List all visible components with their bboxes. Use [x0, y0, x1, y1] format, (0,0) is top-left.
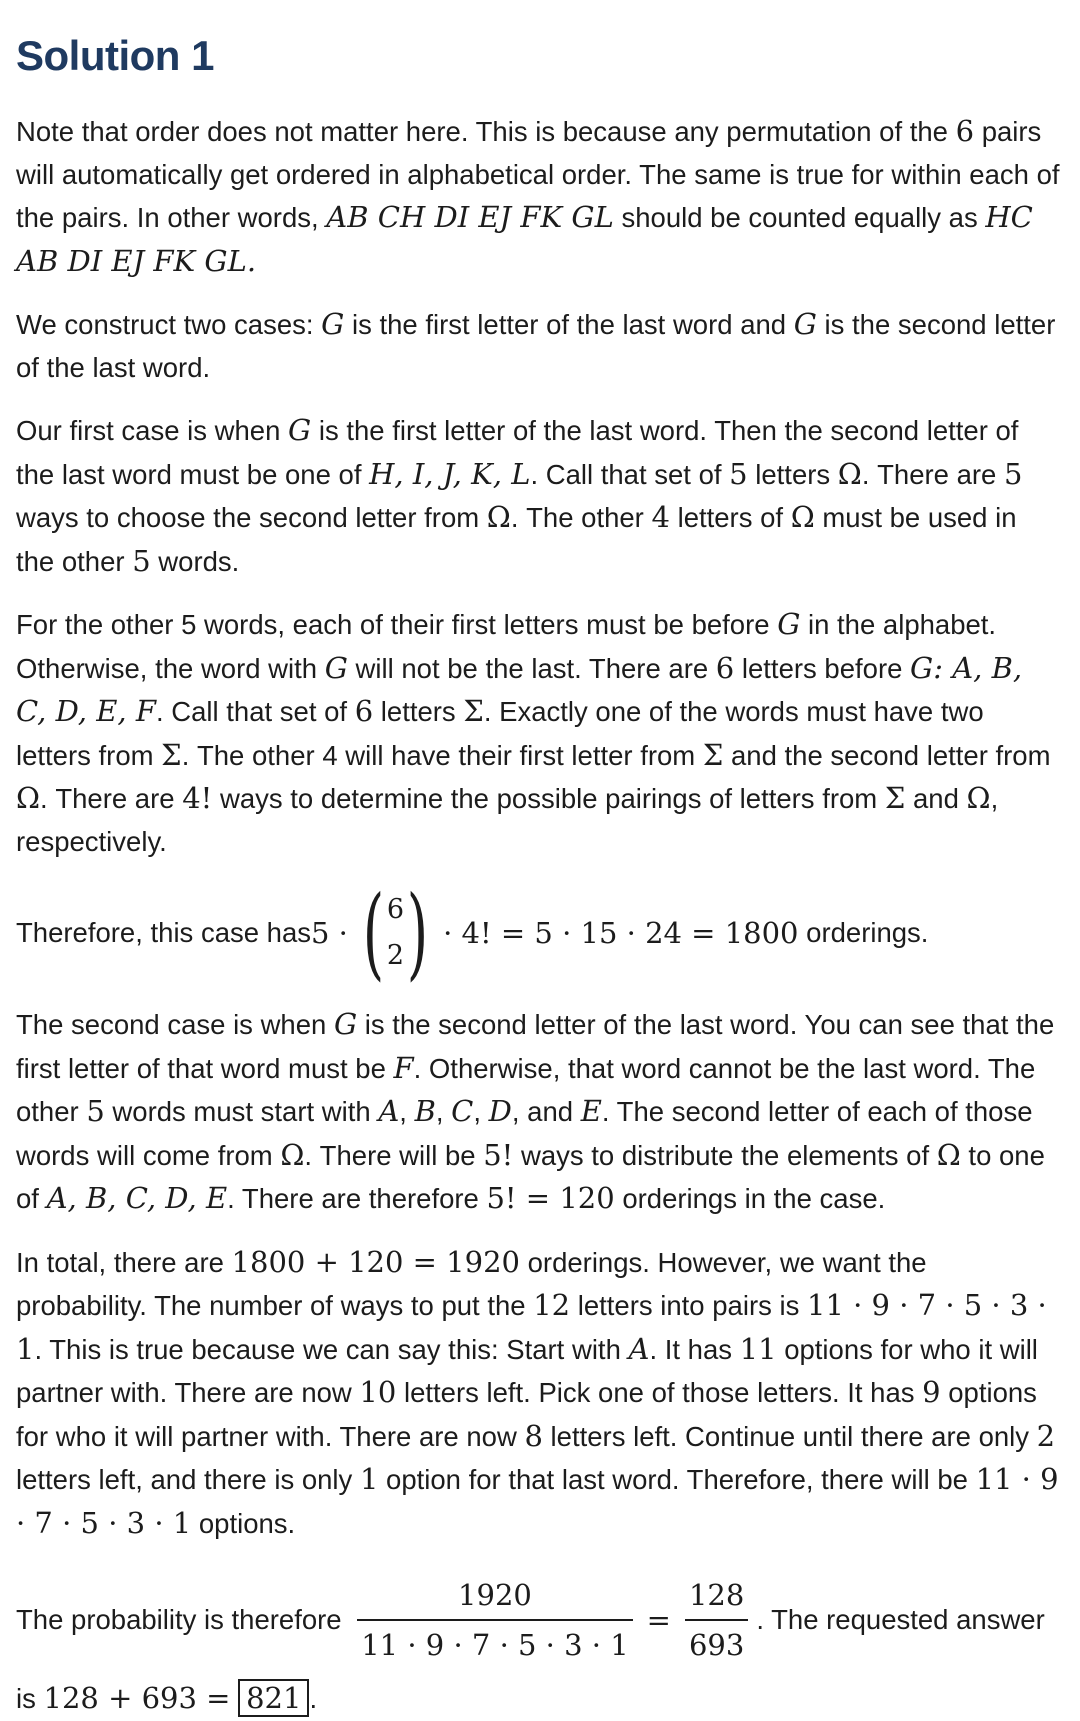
text: options for who it will partner with. There are now [16, 1377, 1037, 1452]
math: 5! = 120 [486, 1181, 615, 1215]
text: is the first letter of the last word and [344, 309, 794, 340]
text: . [309, 1683, 318, 1714]
math: E [580, 1094, 602, 1128]
text: The second case is when [16, 1009, 334, 1040]
text: , and [511, 1096, 581, 1127]
math: 11 [739, 1331, 777, 1366]
text: letters into pairs is [570, 1290, 807, 1321]
text: . There will be [304, 1139, 484, 1171]
text: letters of [669, 502, 791, 533]
text: orderings. However, we want the probability. The number of ways to put the [16, 1246, 927, 1321]
math: Ω [790, 500, 815, 534]
math: Σ [463, 694, 484, 728]
math: A, B, C, D, E [46, 1181, 228, 1215]
binomial-stack [387, 887, 404, 979]
math: 12 [533, 1288, 571, 1322]
text: . The second letter of each of those words will come from [16, 1096, 1033, 1171]
text: letters left. Continue until there are only [542, 1420, 1037, 1452]
text: , [435, 1096, 452, 1127]
math: 4 [651, 500, 670, 534]
text: will not be the last. There are [347, 652, 716, 684]
text: Our first case is when [16, 415, 289, 446]
text: option for that last word. Therefore, there will be [378, 1464, 976, 1495]
text: The probability is therefore [16, 1604, 350, 1635]
math: 128 + 693 = [43, 1681, 231, 1715]
math: C [451, 1094, 474, 1128]
paragraph-total [16, 1241, 1060, 1546]
paragraph-first-case [16, 409, 1060, 583]
text: . There are [861, 458, 1004, 490]
text: is the second letter of the last word. You can see that the first letter of that word must be [16, 1009, 1055, 1084]
text: . The requested answer [756, 1604, 1045, 1635]
math: G [777, 607, 801, 641]
paragraph-two-cases [16, 303, 1060, 389]
math: · 4! = 5 · 15 · 24 = 1800 [443, 916, 799, 950]
math: Σ [161, 737, 182, 772]
math: 6 [955, 114, 975, 148]
math: G: A, B, C, D, E, F [16, 650, 1023, 728]
binomial-top: 6 [386, 894, 405, 925]
math: 5 [1004, 456, 1023, 491]
math: 4! [182, 781, 213, 815]
text: . There are therefore [227, 1183, 487, 1214]
math: 2 [1036, 1418, 1056, 1453]
text: must be used in the other [16, 502, 1017, 577]
math: A [628, 1331, 650, 1366]
math: Ω [280, 1137, 305, 1172]
text: For the other 5 words, each of their first letters must be before [16, 609, 778, 640]
math: 11 · 9 · 7 · 5 · 3 · 1 [16, 1288, 1047, 1366]
text: , [473, 1096, 489, 1127]
math: Ω [936, 1137, 961, 1172]
math: D [488, 1094, 512, 1128]
math: H, I, J, K, L [369, 456, 531, 491]
paragraph-answer [16, 1677, 1060, 1721]
text: and [905, 783, 967, 814]
paragraph-order-note [16, 110, 1060, 283]
fraction-numerator: 128 [688, 1578, 745, 1612]
text: ways to distribute the elements of [513, 1139, 937, 1171]
text: . Otherwise, that word cannot be the last word. The other [16, 1052, 1036, 1127]
math: Σ [884, 781, 906, 815]
text: options. [191, 1507, 296, 1539]
text: letters left. Pick one of those letters. It has [396, 1377, 923, 1408]
math: G [288, 413, 312, 447]
text: ways to choose the second letter from [16, 502, 487, 533]
text: In total, there are [16, 1246, 232, 1278]
text: . Call that set of [530, 458, 730, 490]
text: ways to determine the possible pairings of letters from [212, 783, 885, 814]
math: 6 [354, 694, 374, 728]
paragraph-probability [16, 1565, 1060, 1675]
paragraph-other-words [16, 603, 1060, 863]
math: Ω [16, 781, 41, 815]
math: 1 [359, 1462, 379, 1496]
page-title: Solution 1 [16, 32, 214, 79]
left-paren: ( [362, 874, 385, 991]
math: G [333, 1007, 358, 1041]
math: 10 [359, 1375, 397, 1409]
math: 1800 + 120 = 1920 [231, 1244, 520, 1279]
text: . The other 4 will have their first letter from [181, 739, 703, 771]
text: We construct two cases: [16, 309, 322, 340]
text: . There are [40, 783, 183, 814]
text: . Call that set of [155, 696, 355, 727]
math: Ω [486, 500, 511, 534]
math: AB CH DI EJ FK GL [326, 200, 614, 234]
math: 5 [132, 543, 151, 578]
text: should be counted equally as [613, 202, 986, 233]
math: F [393, 1050, 414, 1085]
math: G [793, 307, 817, 341]
fraction-probability [357, 1575, 632, 1665]
math: G [321, 307, 345, 341]
text: is the first letter of the last word. Then the second letter of the last word must be one of [16, 415, 1019, 490]
math: G [324, 650, 348, 685]
math: 6 [715, 650, 735, 685]
math: 5 [729, 456, 748, 491]
math: HC AB DI EJ FK GL. [16, 200, 1033, 278]
fraction-denominator: 11 · 9 · 7 · 5 · 3 · 1 [357, 1619, 632, 1665]
text: , respectively. [16, 783, 999, 857]
math: B [414, 1094, 436, 1128]
binomial-coefficient [354, 874, 437, 991]
text: . This is true because we can say this: Start with [34, 1333, 629, 1365]
text: Therefore, this case has [16, 917, 312, 948]
text: options for who it will partner with. There are now [16, 1333, 1038, 1408]
text: in the alphabet. Otherwise, the word with [16, 609, 997, 684]
text: words must start with [104, 1096, 379, 1127]
right-paren: ) [406, 874, 429, 991]
paragraph-case-one-count [16, 874, 1060, 991]
text: orderings. [798, 917, 929, 948]
math: 9 [922, 1375, 941, 1409]
text: . Exactly one of the words must have two letters from [16, 696, 984, 771]
text: Note that order does not matter here. This is because any permutation of the [16, 116, 956, 147]
text: words. [150, 545, 240, 577]
boxed-answer: 821 [238, 1679, 309, 1717]
fraction-denominator: 693 [685, 1619, 748, 1665]
text: letters left, and there is only [16, 1464, 360, 1495]
text: letters [373, 696, 464, 727]
text: to one of [16, 1139, 1045, 1214]
math: 5 [86, 1094, 105, 1128]
equals-sign: = [646, 1603, 671, 1637]
math: 11 · 9 · 7 · 5 · 3 · 1 [16, 1462, 1059, 1540]
text: letters [747, 458, 838, 490]
text: , [399, 1096, 415, 1127]
text: . The other [510, 502, 652, 533]
math: 5! [483, 1137, 514, 1172]
math: 5 · [311, 916, 348, 950]
text: and the second letter from [723, 739, 1051, 771]
fraction-numerator: 1920 [458, 1578, 532, 1612]
math: 8 [524, 1418, 543, 1453]
text: . It has [649, 1333, 740, 1365]
math: Σ [702, 737, 724, 772]
text: orderings in the case. [614, 1183, 886, 1214]
math: Ω [966, 781, 991, 815]
math: Ω [837, 456, 862, 491]
text: is the second letter of the last word. [16, 309, 1056, 383]
math: A [378, 1094, 400, 1128]
text: letters before [734, 652, 911, 684]
paragraph-second-case [16, 1003, 1060, 1221]
text: pairs will automatically get ordered in alphabetical order. The same is true for within each of the pairs. In other words, [16, 116, 1060, 233]
binomial-bottom: 2 [386, 940, 405, 971]
text: is [16, 1683, 44, 1714]
fraction-reduced [685, 1575, 748, 1665]
